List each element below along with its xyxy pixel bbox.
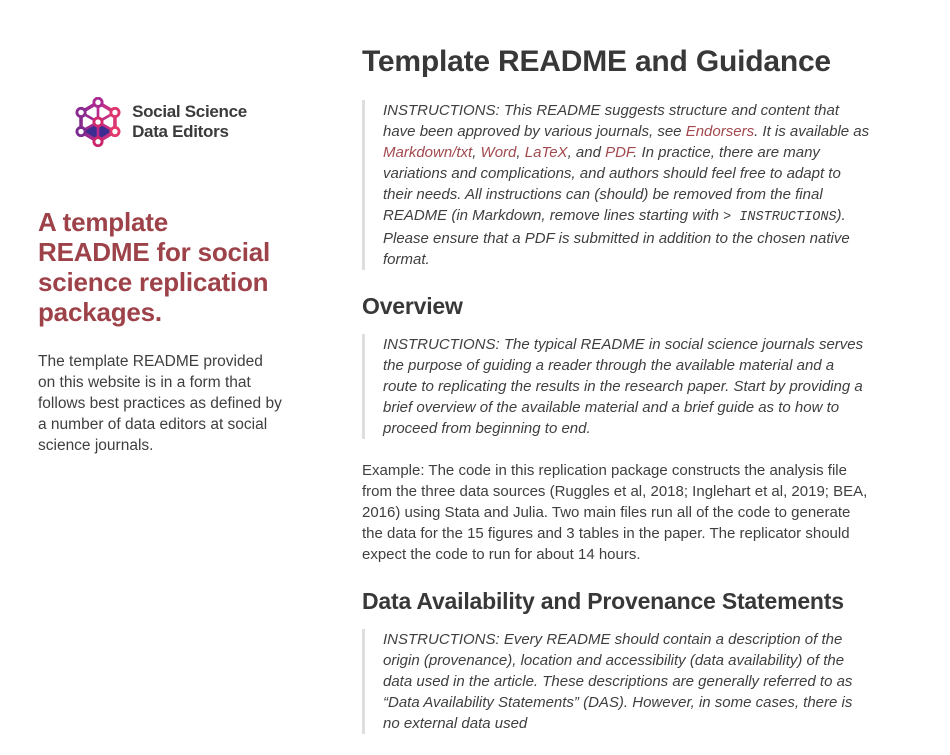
link-endorsers[interactable]: Endorsers bbox=[685, 123, 755, 140]
example-paragraph: Example: The code in this replication package constructs the analysis file from the three data sources (Ruggles et al, 2018; Inglehart et al, 2019; BEA, 2016) using Stata and Julia. Two main files run all of the code to generate the data for the 15 figures and 3 tables in the paper. The replicator should expect the code to run for about 14 hours. bbox=[362, 462, 868, 563]
instructions-blockquote-data-availability: INSTRUCTIONS: Every README should contain a description of the origin (provenance), location and accessibility (data availability) of the data used in the article. These descriptions are generally referred to as “Data Availability Statements” (DAS). However, in some cases, there is no external data used bbox=[362, 629, 872, 734]
link-latex[interactable]: LaTeX bbox=[524, 144, 568, 161]
section-heading-data-availability: Data Availability and Provenance Statements bbox=[362, 588, 844, 614]
sidebar bbox=[0, 0, 282, 456]
logo-wordmark-line1: Social Science bbox=[132, 102, 247, 121]
instructions-blockquote-intro bbox=[362, 100, 872, 270]
sede-logo-icon bbox=[73, 97, 123, 147]
intro-text-2: . It is available as bbox=[754, 123, 870, 140]
site-description: The template README provided on this website is in a form that follows best practices as defined by a number of data editors at social science journals. bbox=[38, 353, 282, 454]
section-heading-overview: Overview bbox=[362, 293, 463, 319]
site-title: A template README for social science replication packages. bbox=[38, 207, 271, 327]
link-markdown-txt[interactable]: Markdown/txt bbox=[383, 144, 473, 161]
link-word[interactable]: Word bbox=[480, 144, 517, 161]
main-content bbox=[362, 0, 872, 755]
instructions-code-snippet: > INSTRUCTIONS bbox=[723, 210, 837, 225]
intro-text-1: INSTRUCTIONS: This README suggests structure and content that have been approved by various journals, see bbox=[383, 102, 839, 140]
link-pdf[interactable]: PDF bbox=[605, 144, 634, 161]
intro-text-3: , bbox=[472, 144, 481, 161]
instructions-blockquote-overview: INSTRUCTIONS: The typical README in social science journals serves the purpose of guiding a reader through the available material and a route to replicating the results in the research paper. Start by providing a brief overview of the available material and a brief guide as to how to proceed from beginning to end. bbox=[362, 334, 872, 439]
page-title: Template README and Guidance bbox=[362, 45, 831, 78]
logo-wordmark bbox=[132, 102, 247, 142]
intro-text-6: . In practice, there are many variations and complications, and authors should feel free to adapt to their needs. All instructions can (should) be removed from the final README (in Markdown, remove lines starting with bbox=[383, 144, 841, 224]
site-logo[interactable] bbox=[38, 97, 282, 147]
logo-wordmark-line2: Data Editors bbox=[132, 122, 229, 141]
intro-text-4: , bbox=[516, 144, 525, 161]
intro-text-7: ). Please ensure that a PDF is submitted in addition to the chosen native format. bbox=[383, 207, 850, 268]
intro-text-5: , and bbox=[567, 144, 606, 161]
